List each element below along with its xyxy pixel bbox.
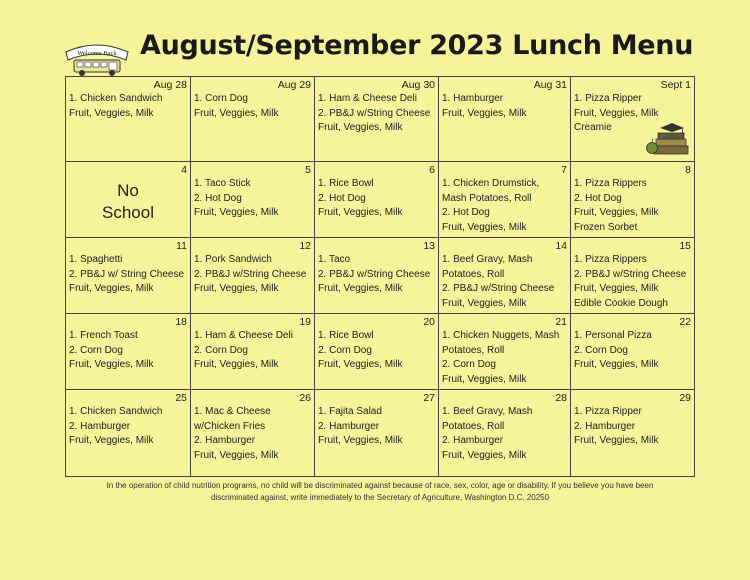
menu-item: Fruit, Veggies, Milk bbox=[194, 207, 279, 218]
menu-item: Creamie bbox=[574, 122, 612, 133]
menu-item: 1. Beef Gravy, Mash bbox=[442, 254, 533, 265]
menu-item: Potatoes, Roll bbox=[442, 344, 505, 356]
menu-item: 1. Taco bbox=[318, 254, 351, 265]
menu-item: Fruit, Veggies, Milk bbox=[574, 207, 659, 218]
menu-item: 2. Hamburger bbox=[574, 420, 636, 432]
menu-item: 1. Chicken Nuggets, Mash bbox=[442, 330, 560, 341]
day-date: 28 bbox=[555, 392, 567, 404]
menu-item: 1. Pizza Rippers bbox=[574, 254, 647, 265]
day-date: Sept 1 bbox=[660, 79, 691, 91]
calendar-day-cell bbox=[66, 390, 191, 477]
day-date: 25 bbox=[175, 392, 187, 404]
menu-item: 2. Corn Dog bbox=[574, 344, 628, 356]
calendar-day-cell bbox=[571, 314, 695, 390]
menu-item: Potatoes, Roll bbox=[442, 268, 505, 280]
menu-item: 2. PB&J w/String Cheese bbox=[318, 268, 431, 280]
calendar-day-cell bbox=[571, 390, 695, 477]
no-school-note-line: School bbox=[102, 203, 154, 222]
menu-item: Fruit, Veggies, Milk bbox=[442, 449, 527, 461]
welcome-back-logo bbox=[64, 40, 130, 78]
menu-item: 1. Mac & Cheese bbox=[194, 406, 271, 417]
calendar-day-cell bbox=[66, 77, 191, 162]
day-date: 27 bbox=[423, 392, 435, 404]
calendar-day-cell bbox=[315, 77, 439, 162]
menu-item: 1. French Toast bbox=[69, 330, 138, 341]
menu-item: Fruit, Veggies, Milk bbox=[318, 122, 403, 133]
menu-item: Fruit, Veggies, Milk bbox=[194, 449, 279, 461]
menu-item: Fruit, Veggies, Milk bbox=[574, 359, 659, 370]
menu-item: Fruit, Veggies, Milk bbox=[442, 373, 527, 385]
menu-item: 1. Rice Bowl bbox=[318, 330, 374, 341]
menu-item: 1. Pizza Rippers bbox=[574, 178, 647, 189]
menu-item: Fruit, Veggies, Milk bbox=[318, 283, 403, 294]
calendar-day-cell bbox=[191, 390, 315, 477]
menu-item: w/Chicken Fries bbox=[194, 420, 266, 432]
day-date: 13 bbox=[423, 240, 435, 252]
menu-item: Fruit, Veggies, Milk bbox=[194, 283, 279, 294]
day-date: 14 bbox=[555, 240, 567, 252]
menu-item: 1. Hamburger bbox=[442, 93, 504, 104]
menu-item: 1. Personal Pizza bbox=[574, 330, 652, 341]
day-date: 7 bbox=[561, 164, 567, 176]
menu-item: Fruit, Veggies, Milk bbox=[318, 207, 403, 218]
menu-item: Fruit, Veggies, Milk bbox=[69, 107, 154, 119]
menu-item: Edible Cookie Dough bbox=[574, 297, 668, 309]
menu-item: 1. Pork Sandwich bbox=[194, 254, 272, 265]
menu-item: 1. Chicken Sandwich bbox=[69, 93, 163, 104]
menu-item: 1. Fajita Salad bbox=[318, 406, 382, 417]
calendar-day-cell bbox=[315, 238, 439, 314]
menu-item: Fruit, Veggies, Milk bbox=[442, 221, 527, 233]
day-date: 4 bbox=[181, 164, 187, 176]
menu-item: Fruit, Veggies, Milk bbox=[69, 283, 154, 294]
day-date: Aug 31 bbox=[533, 79, 567, 91]
calendar-day-cell bbox=[571, 238, 695, 314]
menu-item: 2. Corn Dog bbox=[318, 344, 372, 356]
menu-item: 2. Hamburger bbox=[318, 420, 380, 432]
menu-item: Fruit, Veggies, Milk bbox=[69, 359, 154, 370]
menu-item: Fruit, Veggies, Milk bbox=[574, 283, 659, 294]
menu-item: 1. Pizza Ripper bbox=[574, 93, 642, 104]
calendar-day-cell bbox=[191, 162, 315, 238]
calendar-day-cell bbox=[315, 390, 439, 477]
calendar-day-cell bbox=[315, 314, 439, 390]
calendar-day-cell bbox=[66, 238, 191, 314]
calendar-day-cell bbox=[315, 162, 439, 238]
menu-item: 2. Hot Dog bbox=[574, 192, 622, 204]
nondiscrimination-footer bbox=[60, 480, 700, 504]
menu-item: 1. Corn Dog bbox=[194, 93, 248, 104]
calendar-day-cell bbox=[191, 77, 315, 162]
menu-item: 1. Ham & Cheese Deli bbox=[194, 330, 293, 341]
calendar-day-cell bbox=[439, 162, 571, 238]
lunch-menu-calendar bbox=[65, 76, 695, 477]
menu-item: 1. Spaghetti bbox=[69, 254, 123, 265]
day-date: 20 bbox=[423, 316, 435, 328]
menu-item: 2. Corn Dog bbox=[194, 344, 248, 356]
day-date: 19 bbox=[299, 316, 311, 328]
menu-item: 1. Chicken Sandwich bbox=[69, 406, 163, 417]
no-school-note-line: No bbox=[117, 181, 139, 200]
day-date: 29 bbox=[679, 392, 691, 404]
menu-item: 1. Chicken Drumstick, bbox=[442, 178, 540, 189]
menu-item: Frozen Sorbet bbox=[574, 221, 638, 233]
calendar-day-cell bbox=[571, 77, 695, 162]
calendar-day-cell bbox=[66, 314, 191, 390]
footer-line-1: In the operation of child nutrition programs, no child will be discriminated against because of race, sex, color, age or disability. If you believe you have been bbox=[106, 481, 654, 490]
page-title: August/September 2023 Lunch Menu bbox=[140, 30, 694, 61]
menu-item: Mash Potatoes, Roll bbox=[442, 192, 532, 204]
menu-item: Fruit, Veggies, Milk bbox=[574, 107, 659, 119]
menu-item: 2. Hot Dog bbox=[318, 192, 366, 204]
books-apple-icon bbox=[646, 120, 690, 158]
menu-item: 1. Ham & Cheese Deli bbox=[318, 93, 417, 104]
day-date: 26 bbox=[299, 392, 311, 404]
day-date: Aug 28 bbox=[153, 79, 187, 91]
footer-line-2: discriminated against, write immediately to the Secretary of Agriculture, Washington D.C. 20250 bbox=[210, 493, 550, 502]
menu-item: 2. Hamburger bbox=[69, 420, 131, 432]
menu-item: 2. Corn Dog bbox=[69, 344, 123, 356]
day-date: 12 bbox=[299, 240, 311, 252]
menu-item: 2. Hamburger bbox=[442, 435, 504, 446]
calendar-day-cell bbox=[439, 238, 571, 314]
day-date: 11 bbox=[176, 240, 187, 252]
menu-item: 2. PB&J w/String Cheese bbox=[194, 268, 307, 280]
calendar-day-cell bbox=[66, 162, 191, 238]
calendar-day-cell bbox=[439, 77, 571, 162]
menu-item: 1. Taco Stick bbox=[194, 178, 251, 189]
menu-item: 2. Corn Dog bbox=[442, 359, 496, 370]
calendar-day-cell bbox=[571, 162, 695, 238]
menu-item: 1. Beef Gravy, Mash bbox=[442, 406, 533, 417]
day-date: Aug 29 bbox=[277, 79, 311, 91]
menu-item: 2. PB&J w/String Cheese bbox=[318, 107, 431, 119]
menu-item: 2. Hot Dog bbox=[194, 192, 242, 204]
day-date: 22 bbox=[679, 316, 691, 328]
menu-item: 2. PB&J w/ String Cheese bbox=[69, 268, 185, 280]
menu-item: Potatoes, Roll bbox=[442, 420, 505, 432]
calendar-day-cell bbox=[191, 314, 315, 390]
menu-item: 1. Rice Bowl bbox=[318, 178, 374, 189]
menu-item: Fruit, Veggies, Milk bbox=[442, 297, 527, 309]
menu-item: 1. Pizza Ripper bbox=[574, 406, 642, 417]
menu-item: Fruit, Veggies, Milk bbox=[574, 435, 659, 446]
day-date: 15 bbox=[679, 240, 691, 252]
menu-item: 2. Hamburger bbox=[194, 435, 256, 446]
calendar-day-cell bbox=[439, 390, 571, 477]
calendar-day-cell bbox=[439, 314, 571, 390]
menu-item: 2. PB&J w/String Cheese bbox=[574, 268, 687, 280]
menu-item: Fruit, Veggies, Milk bbox=[318, 359, 403, 370]
logo-text: Welcome Back bbox=[77, 50, 117, 57]
day-date: 8 bbox=[685, 164, 691, 176]
menu-item: Fruit, Veggies, Milk bbox=[194, 359, 279, 370]
day-date: 6 bbox=[429, 164, 435, 176]
menu-item: Fruit, Veggies, Milk bbox=[69, 435, 154, 446]
menu-item: Fruit, Veggies, Milk bbox=[318, 435, 403, 446]
menu-item: Fruit, Veggies, Milk bbox=[194, 107, 279, 119]
day-date: 5 bbox=[305, 164, 311, 176]
day-date: 21 bbox=[555, 316, 567, 328]
menu-item: 2. Hot Dog bbox=[442, 207, 490, 218]
day-date: Aug 30 bbox=[401, 79, 435, 91]
calendar-day-cell bbox=[191, 238, 315, 314]
day-date: 18 bbox=[175, 316, 187, 328]
no-school-note bbox=[66, 180, 190, 224]
menu-item: 2. PB&J w/String Cheese bbox=[442, 283, 555, 294]
menu-item: Fruit, Veggies, Milk bbox=[442, 107, 527, 119]
